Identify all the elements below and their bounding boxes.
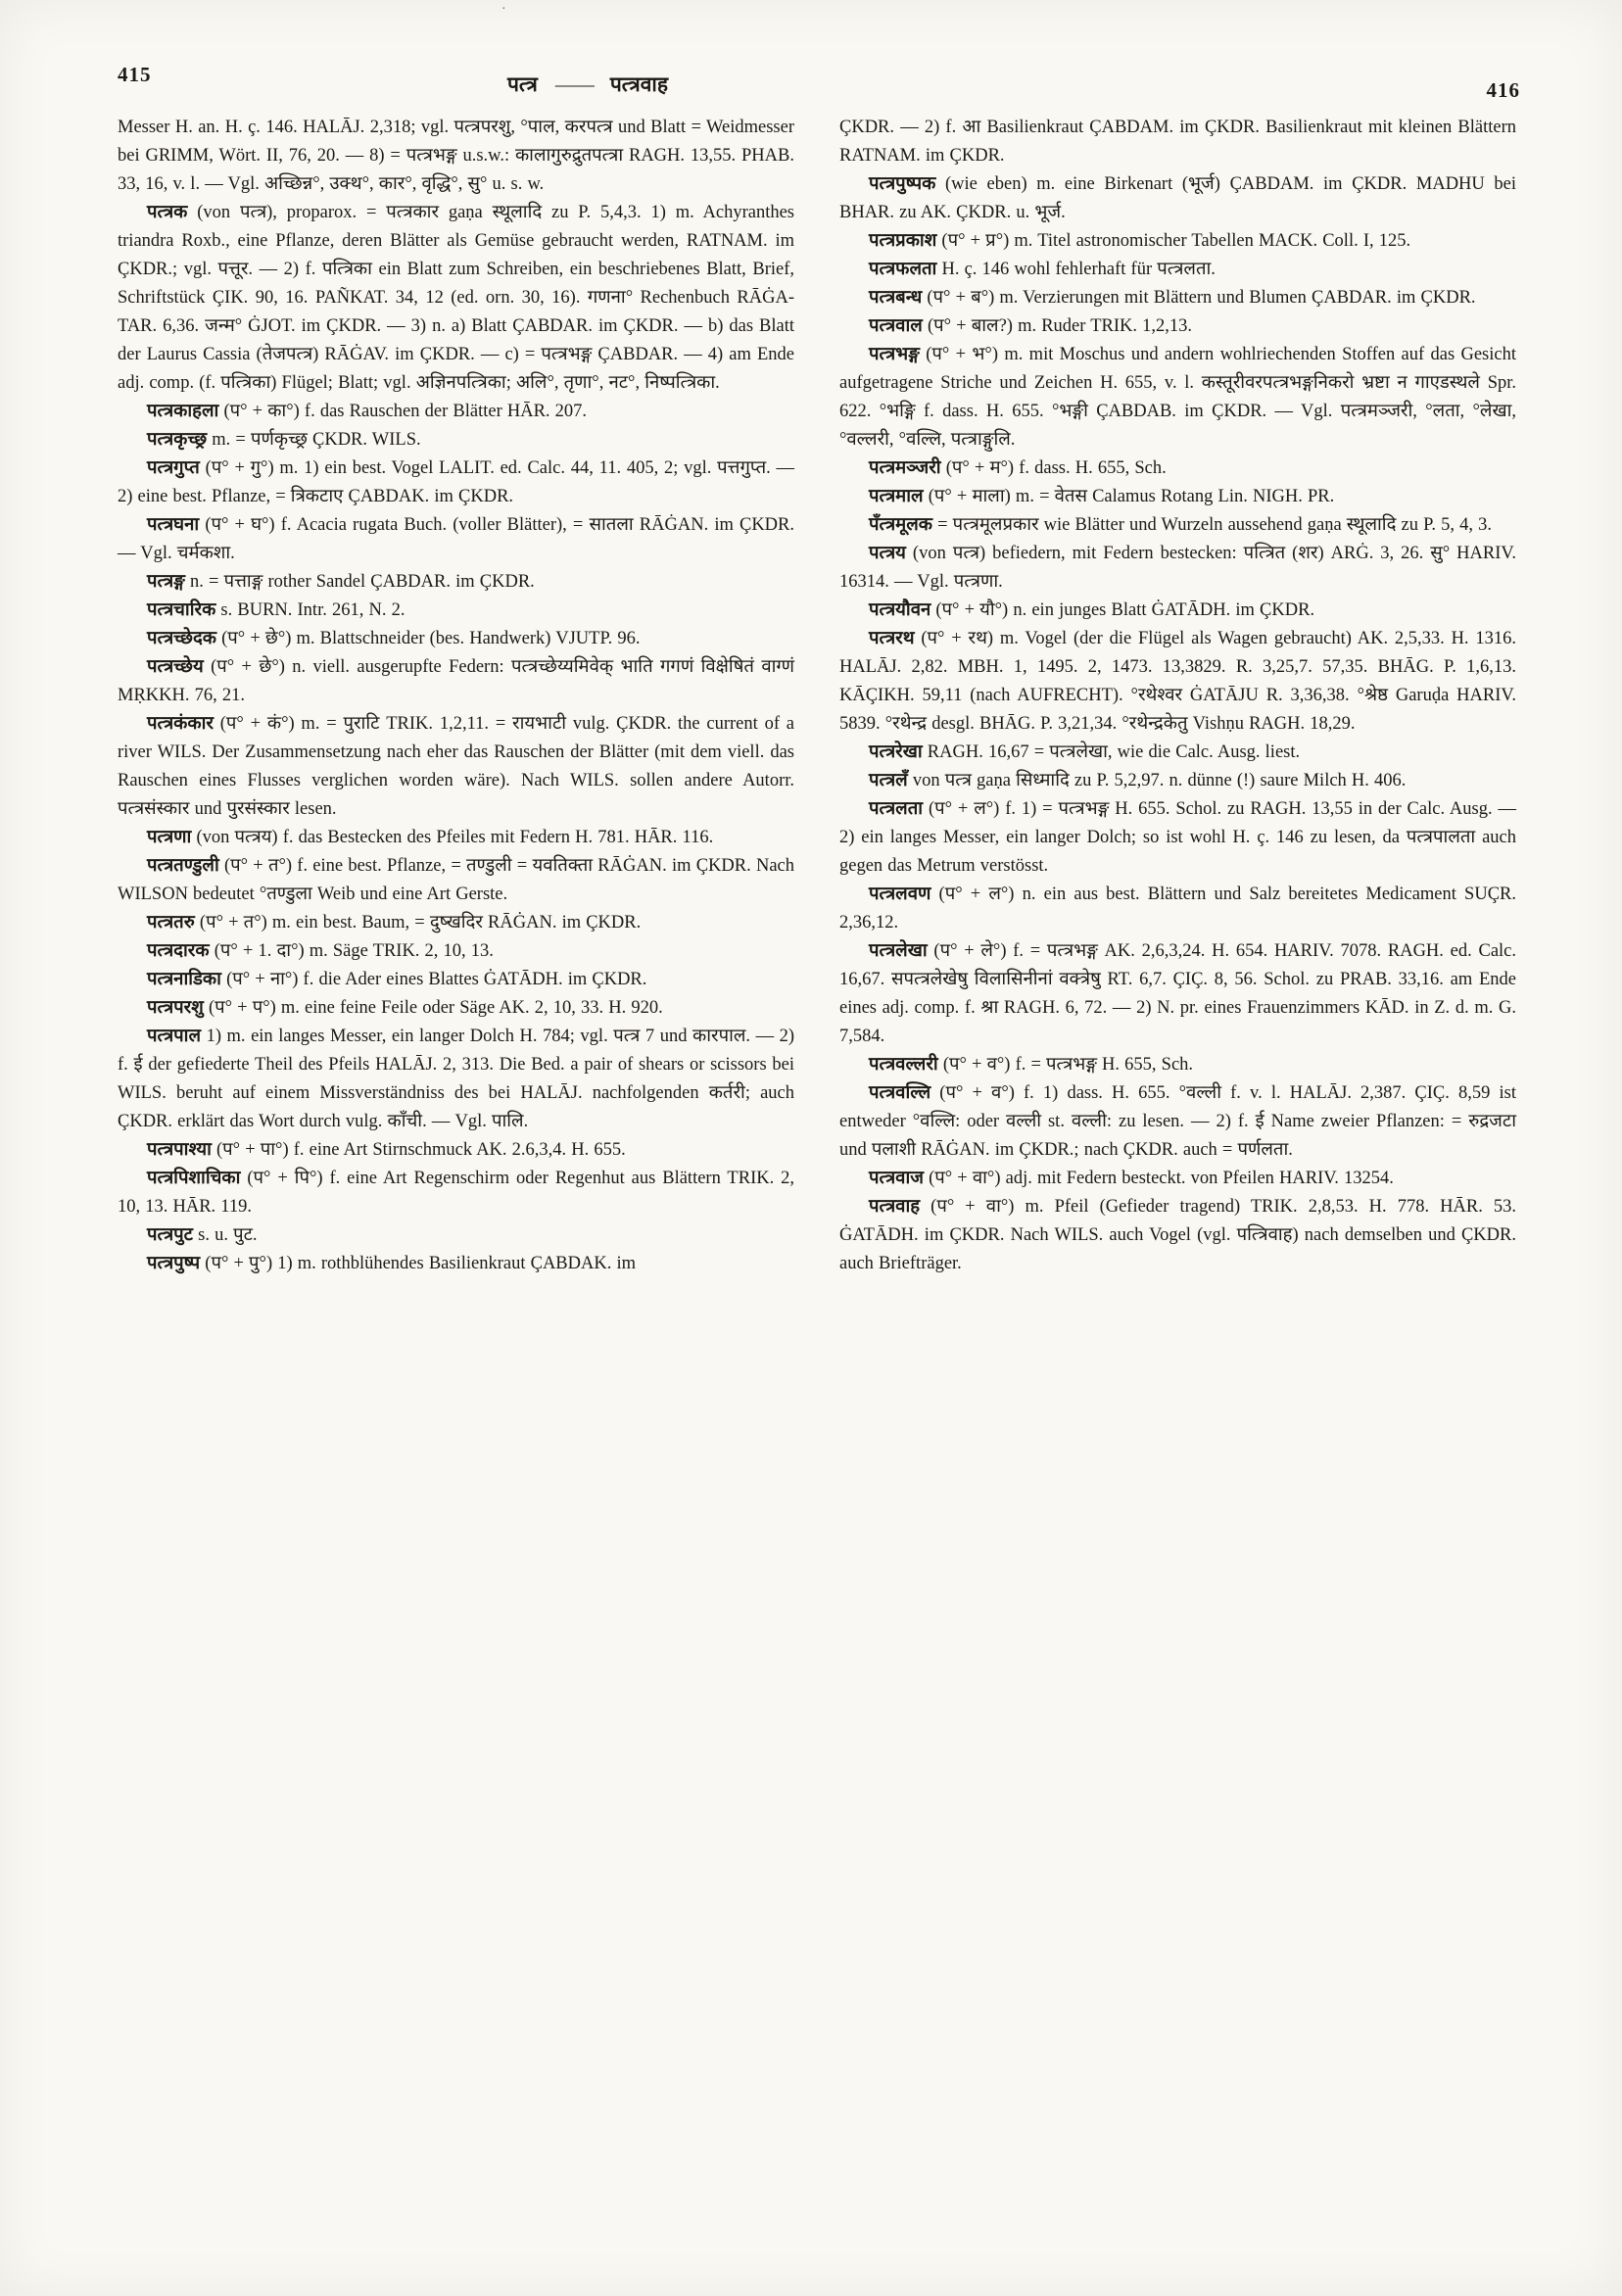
- dictionary-entry: [839, 795, 1516, 881]
- entry-headword: पत्त्रनाडिका: [147, 970, 221, 989]
- dictionary-entry: [118, 568, 794, 597]
- dictionary-entry: [118, 909, 794, 937]
- entry-headword: पत्त्रपाल: [147, 1027, 202, 1046]
- entry-text: = पत्त्रमूलप्रकार wie Blätter und Wurzeln aussehend gaṇa स्थूलादि zu P. 5, 4, 3.: [937, 515, 1492, 535]
- dictionary-entry: [118, 824, 794, 852]
- dictionary-entry: [839, 483, 1516, 511]
- entry-text: (प° + ल°) n. ein aus best. Blättern und Salz bereitetes Medicament SUÇR. 2,36,12.: [839, 885, 1516, 933]
- entry-text: (प° + ल°) f. 1) = पत्त्रभङ्ग H. 655. Schol. zu RAGH. 13,55 in der Calc. Ausg. — 2) ein langes Messer, ein langer Dolch; so ist wohl H. ç. 146 zu lesen, da पत्त्रपालता auch gegen das Metrum verstösst.: [839, 799, 1516, 876]
- entry-text: (प° + कं°) m. = पुराटि TRIK. 1,2,11. = रायभाटी vulg. ÇKDR. the current of a river WILS. Der Zusammensetzung nach eher das Rauschen der Blätter (mit dem viell. das Rauschen eines Flusses verglichen worden wäre). Nach WILS. sollen andere Autorr. पत्त्रसंस्कार und पुरसंस्कार lesen.: [118, 714, 794, 819]
- dictionary-entry: [118, 511, 794, 568]
- dictionary-entry: [839, 341, 1516, 454]
- entry-text: (प° + प°) m. eine feine Feile oder Säge AK. 2, 10, 33. H. 920.: [208, 998, 663, 1018]
- entry-headword: पत्त्रमञ्जरी: [869, 458, 941, 478]
- entry-headword: पत्त्रमाल: [869, 487, 924, 506]
- dictionary-entry: [118, 1023, 794, 1136]
- entry-text: (प° + ब°) m. Verzierungen mit Blättern und Blumen ÇABDAR. im ÇKDR.: [927, 288, 1476, 308]
- entry-text: (प° + पा°) f. eine Art Stirnschmuck AK. 2.6,3,4. H. 655.: [216, 1140, 626, 1160]
- entry-text: (प° + यौ°) n. ein junges Blatt ĠATĀDH. im ÇKDR.: [935, 600, 1315, 620]
- entry-headword: पत्त्रकंकार: [147, 714, 214, 734]
- running-title-separator: ——: [554, 72, 593, 96]
- entry-headword: पत्त्रलता: [869, 799, 924, 819]
- entry-headword: पत्त्रकृच्छ्र: [147, 430, 208, 450]
- entry-headword: पत्त्रपरशु: [147, 998, 204, 1018]
- entry-text: (प° + म°) f. dass. H. 655, Sch.: [945, 458, 1167, 478]
- dictionary-entry: [839, 881, 1516, 937]
- entry-headword: पत्त्रबन्ध: [869, 288, 923, 308]
- dictionary-entry: [839, 454, 1516, 483]
- entry-headword: पत्त्रकाहला: [147, 402, 219, 421]
- dictionary-entry: [839, 511, 1516, 540]
- entry-headword: पत्त्रपिशाचिका: [147, 1169, 241, 1188]
- dictionary-entry: [839, 1165, 1516, 1193]
- entry-headword: पत्त्रतरु: [147, 913, 195, 933]
- dictionary-entry: [839, 256, 1516, 284]
- dictionary-entry: [118, 852, 794, 909]
- entry-text: (प° + ले°) f. = पत्त्रभङ्ग AK. 2,6,3,24. H. 654. HARIV. 7078. RAGH. ed. Calc. 16,67. सपत्त्रलेखेषु विलासिनीनां वक्त्रेषु RT. 6,7. ÇIÇ. 8, 56. Schol. zu PRAB. 33,16. am Ende eines adj. comp. f. श्रा RAGH. 6, 72. — 2) N. pr. eines Frauenzimmers KĀD. in Z. d. m. G. 7,584.: [839, 941, 1517, 1046]
- dictionary-entry: [839, 767, 1516, 795]
- entry-headword: पँत्त्रमूलक: [869, 515, 932, 535]
- dictionary-entry: [118, 966, 794, 994]
- left-column: [118, 114, 794, 1278]
- entry-headword: पत्त्रगुप्त: [147, 458, 200, 478]
- dictionary-entry: [118, 1165, 794, 1221]
- dictionary-entry: [839, 625, 1516, 739]
- entry-headword: पत्त्रयौवन: [869, 600, 931, 620]
- entry-text: (प° + व°) f. = पत्त्रभङ्ग H. 655, Sch.: [942, 1055, 1194, 1075]
- scan-artifact-mark: ·: [501, 2, 506, 17]
- entry-text: (प° + छे°) m. Blattschneider (bes. Handwerk) VJUTP. 96.: [221, 629, 641, 648]
- entry-text: (प° + वा°) adj. mit Federn besteckt. von Pfeilen HARIV. 13254.: [929, 1169, 1394, 1188]
- dictionary-entry: [118, 625, 794, 653]
- entry-text: (प° + पि°) f. eine Art Regenschirm oder Regenhut aus Blättern TRIK. 2, 10, 13. HĀR. 119.: [118, 1169, 795, 1217]
- entry-text: (प° + का°) f. das Rauschen der Blätter HĀR. 207.: [223, 402, 588, 421]
- entry-text: H. ç. 146 wohl fehlerhaft für पत्त्रलता.: [941, 260, 1216, 279]
- entry-text: (प° + बाल?) m. Ruder TRIK. 1,2,13.: [927, 316, 1193, 336]
- dictionary-entry: [118, 398, 794, 426]
- dictionary-entry: [839, 1193, 1516, 1278]
- dictionary-entry: [118, 937, 794, 966]
- entry-text: m. = पर्णकृच्छ्र ÇKDR. WILS.: [212, 430, 421, 450]
- dictionary-entry: [118, 199, 794, 398]
- dictionary-entry: [839, 739, 1516, 767]
- entry-text: (प° + भ°) m. mit Moschus und andern wohlriechenden Stoffen auf das Gesicht aufgetragene Striche und Zeichen H. 655, v. l. कस्तूरीवरपत्त्रभङ्गनिकरो भ्रष्टा न गाएडस्थले Spr. 622. °भङ्गि f. dass. H. 655. °भङ्गी ÇABDAB. im ÇKDR. — Vgl. पत्त्रमञ्जरी, °लता, °लेखा, °वल्लरी, °वल्लि, पत्त्राङ्गुलि.: [839, 345, 1516, 450]
- entry-text: (प° + पु°) 1) m. rothblühendes Basilienkraut ÇABDAK. im: [205, 1254, 637, 1273]
- running-title: [507, 71, 668, 98]
- entry-headword: पत्त्रलँ: [869, 771, 908, 790]
- entry-headword: पत्त्रवल्लि: [869, 1083, 931, 1103]
- entry-headword: पत्त्रणा: [147, 828, 192, 847]
- entry-text: (von पत्त्र), proparox. = पत्त्रकार gaṇa स्थूलादि zu P. 5,4,3. 1) m. Achyranthes triandra Roxb., eine Pflanze, deren Blätter als Gemüse gebraucht werden, RATNAM. im ÇKDR.; vgl. पत्तूर. — 2) f. पत्त्रिका ein Blatt zum Schreiben, ein beschriebenes Blatt, Brief, Schriftstück ÇIK. 90, 16. PAÑKAT. 34, 12 (ed. orn. 30, 16). गणना° Rechenbuch RĀĠA-TAR. 6,36. जन्म° ĠJOT. im ÇKDR. — 3) n. a) Blatt ÇABDAR. im ÇKDR. — b) das Blatt der Laurus Cassia (तेजपत्त्र) RĀĠAV. im ÇKDR. — c) = पत्त्रभङ्ग ÇABDAR. — 4) am Ende adj. comp. (f. पत्त्रिका) Flügel; Blatt; vgl. अज्ञिनपत्त्रिका; अलि°, तृणा°, नट°, निष्पत्त्रिका.: [118, 203, 795, 393]
- entry-text: 1) m. ein langes Messer, ein langer Dolch H. 784; vgl. पत्त्र 7 und कारपाल. — 2) f. ई der gefiederte Theil des Pfeils HALĀJ. 2, 313. Die Bed. a pair of shears or scissors bei WILS. beruht auf einem Missverständniss des bei HALĀJ. nachfolgenden कर्तरी; auch ÇKDR. erklärt das Wort durch vulg. काँची. — Vgl. पालि.: [118, 1027, 795, 1131]
- entry-headword: पत्त्रच्छेदक: [147, 629, 216, 648]
- entry-headword: पत्त्रपुट: [147, 1225, 194, 1245]
- dictionary-entry: [118, 1250, 794, 1278]
- dictionary-entry: [118, 114, 794, 199]
- entry-text: von पत्त्र gaṇa सिध्मादि zu P. 5,2,97. n. dünne (!) saure Milch H. 406.: [912, 771, 1407, 790]
- entry-text: s. BURN. Intr. 261, N. 2.: [220, 600, 406, 620]
- dictionary-entry: [839, 312, 1516, 341]
- entry-headword: पत्त्रवल्लरी: [869, 1055, 938, 1075]
- entry-text: (प° + प्र°) m. Titel astronomischer Tabellen MACK. Coll. I, 125.: [941, 231, 1411, 251]
- entry-headword: पत्त्रपाश्या: [147, 1140, 212, 1160]
- entry-text: s. u. पुट.: [198, 1225, 258, 1245]
- entry-headword: पत्त्रलेखा: [869, 941, 928, 961]
- entry-text: Messer H. an. H. ç. 146. HALĀJ. 2,318; vgl. पत्त्रपरशु, °पाल, करपत्त्र und Blatt = Weidmesser bei GRIMM, Wört. II, 76, 20. — 8) = पत्त्रभङ्ग u.s.w.: कालागुरुद्रुतपत्त्रा RAGH. 13,55. PHAB. 33, 16, v. l. — Vgl. अच्छिन्न°, उक्थ°, कार°, वृद्धि°, सु° u. s. w.: [118, 118, 794, 194]
- dictionary-entry: [839, 114, 1516, 170]
- entry-headword: पत्त्ररथ: [869, 629, 915, 648]
- entry-headword: पत्त्ररेखा: [869, 742, 923, 762]
- entry-text: (प° + व°) f. 1) dass. H. 655. °वल्ली f. v. l. HALĀJ. 2,387. ÇIÇ. 8,59 ist entweder °वल्लि: oder वल्ली st. वल्ली: zu lesen. — 2) f. ई Name zweier Pflanzen: = रुद्रजटा und पलाशी RĀĠAN. im ÇKDR.; nach ÇKDR. auch = पर्णलता.: [839, 1083, 1516, 1160]
- entry-headword: पत्त्रच्छेय: [147, 657, 204, 677]
- entry-text: (प° + घ°) f. Acacia rugata Buch. (voller Blätter), = सातला RĀĠAN. im ÇKDR. — Vgl. चर्मकशा.: [118, 515, 795, 563]
- entry-text: (प° + रथ) m. Vogel (der die Flügel als Wagen gebraucht) AK. 2,5,33. H. 1316. HALĀJ. 2,82. MBH. 1, 1495. 2, 1473. 13,3829. R. 3,25,7. 57,35. BHĀG. P. 1,6,13. KĀÇIKH. 59,11 (nach AUFRECHT). °रथेश्वर ĠATĀJU R. 3,36,38. °श्रेष्ठ Garuḍa HARIV. 5839. °रथेन्द्र desgl. BHĀG. P. 3,21,34. °रथेन्द्रकेतु Vishṇu RAGH. 18,29.: [839, 629, 1516, 734]
- entry-headword: पत्त्रवाज: [869, 1169, 924, 1188]
- entry-headword: पत्त्रफलता: [869, 260, 937, 279]
- dictionary-entry: [839, 227, 1516, 256]
- entry-headword: पत्त्रभङ्ग: [869, 345, 920, 364]
- dictionary-entry: [839, 170, 1516, 227]
- entry-text: (von पत्त्र) befiedern, mit Federn bestecken: पत्त्रित (शर) ARĠ. 3, 26. सु° HARIV. 16314. — Vgl. पत्त्रणा.: [839, 544, 1517, 592]
- right-column: [839, 114, 1516, 1278]
- entry-text: (प° + त°) f. eine best. Pflanze, = तण्डुली = यवतिक्ता RĀĠAN. im ÇKDR. Nach WILSON bedeutet °तण्डुला Weib und eine Art Gerste.: [118, 856, 794, 904]
- entry-headword: पत्त्रदारक: [147, 941, 210, 961]
- dictionary-entry: [118, 1136, 794, 1165]
- dictionary-entry: [839, 937, 1516, 1051]
- dictionary-entry: [839, 540, 1516, 597]
- entry-headword: पत्त्रय: [869, 544, 906, 563]
- entry-text: ÇKDR. — 2) f. आ Basilienkraut ÇABDAM. im ÇKDR. Basilienkraut mit kleinen Blättern RATNAM. im ÇKDR.: [839, 118, 1516, 166]
- dictionary-entry: [118, 597, 794, 625]
- dictionary-entry: [839, 1051, 1516, 1079]
- entry-text: (प° + माला) m. = वेतस Calamus Rotang Lin. NIGH. PR.: [928, 487, 1335, 506]
- entry-headword: पत्त्रलवण: [869, 885, 931, 904]
- entry-text: (प° + छे°) n. viell. ausgerupfte Federn: पत्त्रच्छेय्यमिवेक् भाति गगणं विक्षेषितं वाग्णं MṚKKH. 76, 21.: [118, 657, 794, 705]
- page-number-left: 415: [118, 63, 152, 86]
- entry-text: (von पत्त्रय) f. das Bestecken des Pfeiles mit Federn H. 781. HĀR. 116.: [196, 828, 714, 847]
- running-title-last-word: पत्त्रवाह: [609, 72, 668, 96]
- entry-text: n. = पत्ताङ्ग rother Sandel ÇABDAR. im ÇKDR.: [190, 572, 535, 592]
- page-header: [118, 57, 1520, 106]
- entry-text: (प° + ना°) f. die Ader eines Blattes ĠATĀDH. im ÇKDR.: [226, 970, 647, 989]
- dictionary-entry: [118, 426, 794, 454]
- dictionary-entry: [118, 653, 794, 710]
- dictionary-entry: [839, 597, 1516, 625]
- entry-text: (प° + वा°) m. Pfeil (Gefieder tragend) TRIK. 2,8,53. H. 778. HĀR. 53. ĠATĀDH. im ÇKDR. Nach WILS. auch Vogel (vgl. पत्त्रिवाह) nach demselben und ÇKDR. auch Briefträger.: [839, 1197, 1517, 1273]
- entry-headword: पत्त्रवाह: [869, 1197, 921, 1217]
- entry-headword: पत्त्रप्रकाश: [869, 231, 937, 251]
- entry-headword: पत्त्रपुष्पक: [869, 174, 936, 194]
- page-number-right: 416: [1486, 78, 1520, 102]
- dictionary-entry: [118, 1221, 794, 1250]
- dictionary-entry: [839, 1079, 1516, 1165]
- dictionary-entry: [118, 710, 794, 824]
- entry-headword: पत्त्रघना: [147, 515, 200, 535]
- text-columns: [118, 114, 1516, 1278]
- entry-text: (प° + गु°) m. 1) ein best. Vogel LALIT. ed. Calc. 44, 11. 405, 2; vgl. पत्तगुप्त. — 2) eine best. Pflanze, = त्रिकटाए ÇABDAK. im ÇKDR.: [118, 458, 794, 506]
- dictionary-entry: [118, 454, 794, 511]
- entry-headword: पत्त्रतण्डुली: [147, 856, 219, 876]
- entry-headword: पत्त्रचारिक: [147, 600, 216, 620]
- running-title-first-word: पत्त्र: [507, 72, 538, 96]
- entry-text: (प° + त°) m. ein best. Baum, = दुष्खदिर RĀĠAN. im ÇKDR.: [199, 913, 642, 933]
- entry-headword: पत्त्रवाल: [869, 316, 923, 336]
- entry-headword: पत्त्रक: [147, 203, 188, 222]
- dictionary-entry: [839, 284, 1516, 312]
- entry-text: (wie eben) m. eine Birkenart (भूर्ज) ÇABDAM. im ÇKDR. MADHU bei BHAR. zu AK. ÇKDR. u. भूर्ज.: [839, 174, 1517, 222]
- entry-headword: पत्त्रङ्ग: [147, 572, 185, 592]
- entry-headword: पत्त्रपुष्प: [147, 1254, 201, 1273]
- entry-text: (प° + 1. दा°) m. Säge TRIK. 2, 10, 13.: [214, 941, 494, 961]
- dictionary-entry: [118, 994, 794, 1023]
- entry-text: RAGH. 16,67 = पत्त्रलेखा, wie die Calc. Ausg. liest.: [927, 742, 1301, 762]
